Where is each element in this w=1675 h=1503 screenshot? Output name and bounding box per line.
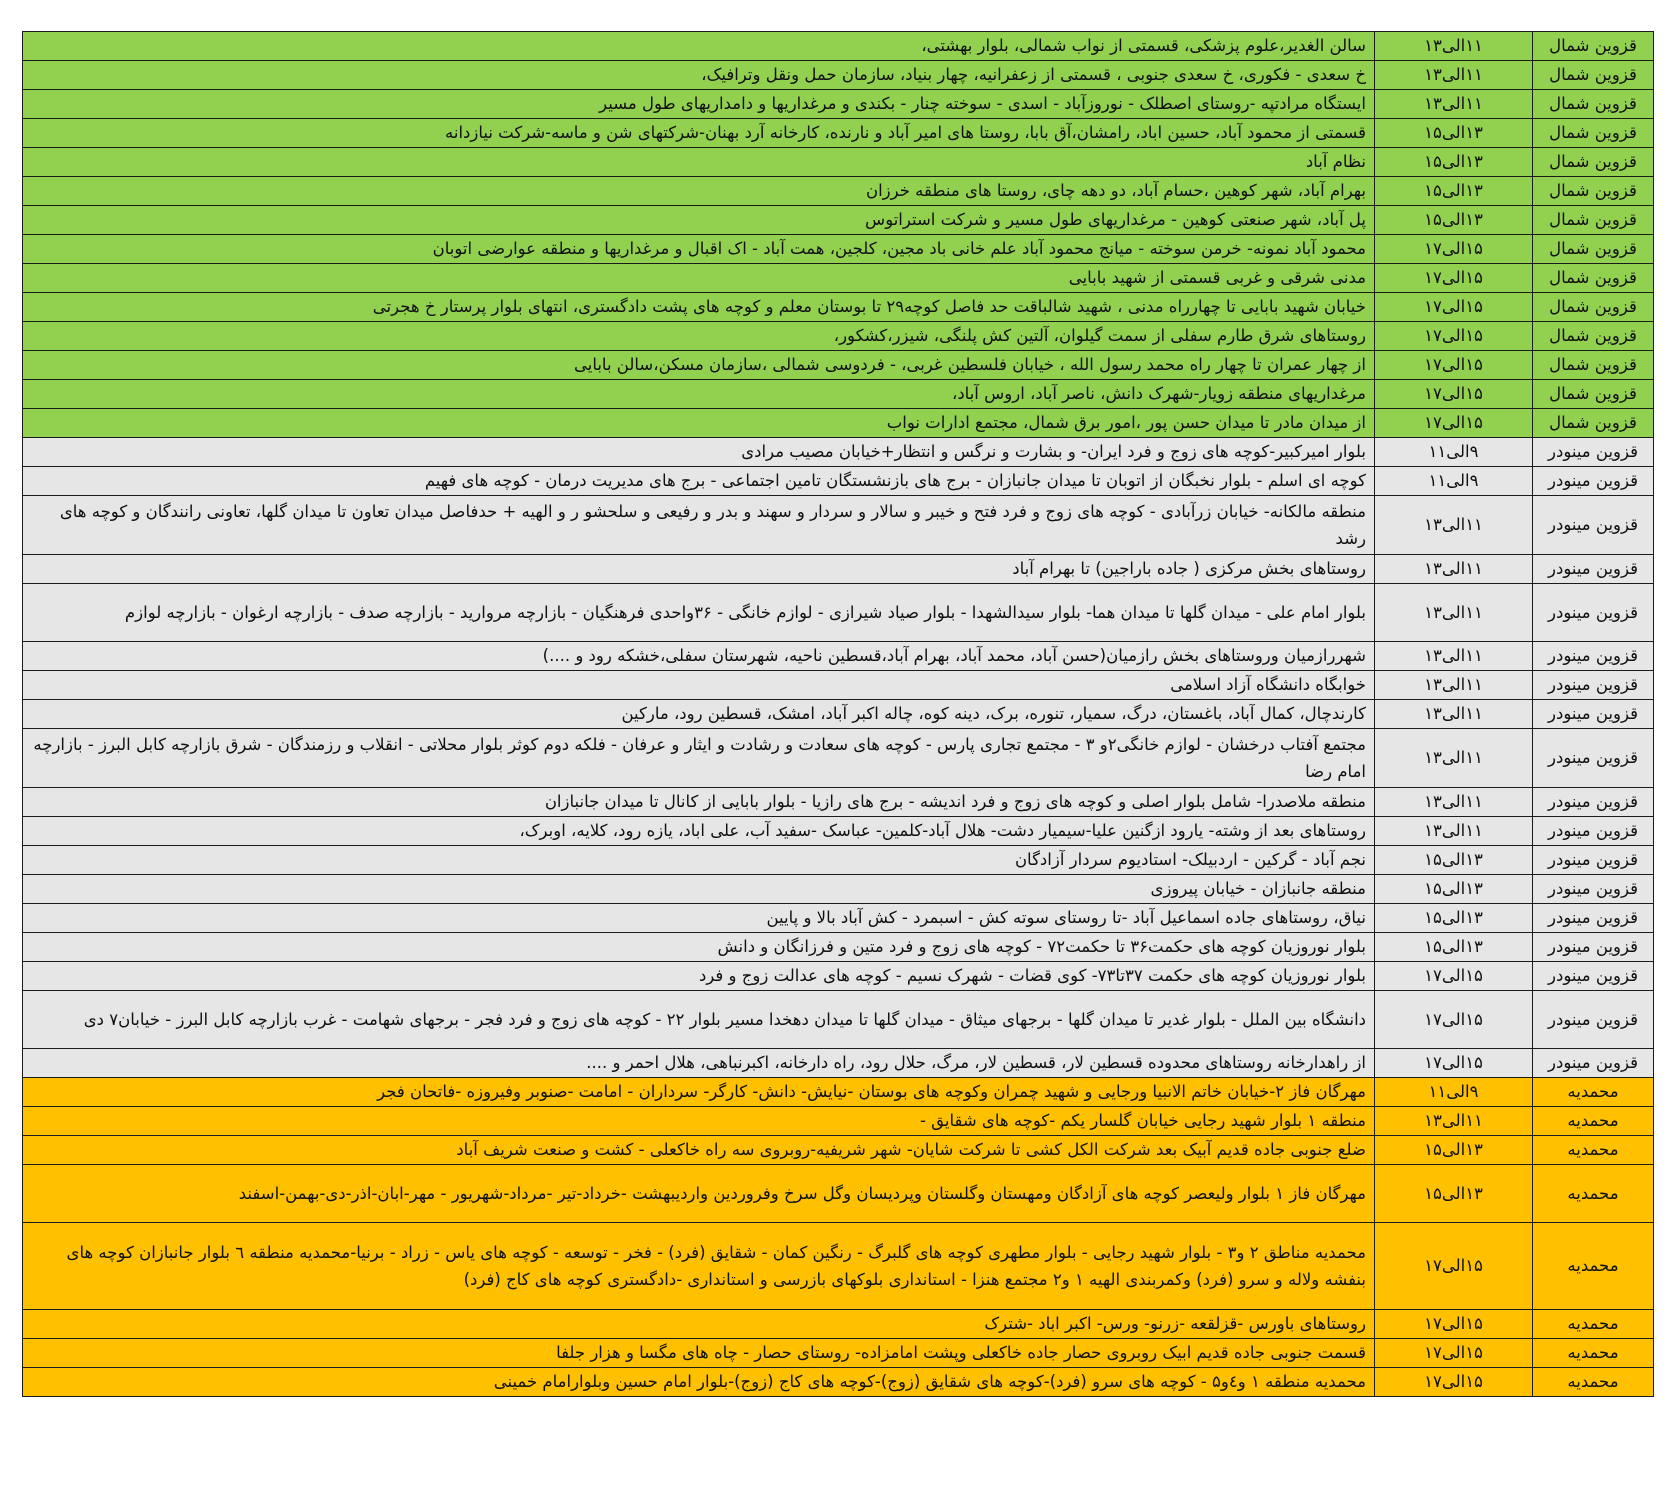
area-cell: محمدیه [1533, 1165, 1654, 1223]
area-cell: قزوین مینودر [1533, 875, 1654, 904]
locations-cell: نظام آباد [23, 148, 1375, 177]
time-cell: ۹الی۱۱ [1375, 1078, 1533, 1107]
schedule-row [23, 61, 1654, 90]
schedule-row [23, 438, 1654, 467]
time-cell: ۱۳الی۱۵ [1375, 904, 1533, 933]
schedule-row [23, 1107, 1654, 1136]
area-cell: قزوین مینودر [1533, 555, 1654, 584]
locations-cell: روستاهای بعد از وشته- یارود ازگنین علیا-سیمیار دشت- هلال آباد-کلمین- عباسک -سفید آب، علی اباد، یازه رود، کلایه، اوبرک، [23, 817, 1375, 846]
time-cell: ۱۱الی۱۳ [1375, 817, 1533, 846]
locations-cell: منطقه مالکانه- خیابان زرآبادی - کوچه های زوج و فرد فتح و خیبر و سالار و سردار و سهند و بدر و رفیعی و سلحشو ر و الهیه + حدفاصل میدان تعاون تا میدان گلها، تعاونی رانندگان و کوچه های رشد [23, 496, 1375, 555]
schedule-row [23, 206, 1654, 235]
schedule-row [23, 1310, 1654, 1339]
schedule-row [23, 322, 1654, 351]
time-cell: ۱۵الی۱۷ [1375, 322, 1533, 351]
schedule-row [23, 671, 1654, 700]
schedule-row [23, 962, 1654, 991]
area-cell: قزوین شمال [1533, 264, 1654, 293]
time-cell: ۱۱الی۱۳ [1375, 788, 1533, 817]
time-cell: ۱۳الی۱۵ [1375, 1136, 1533, 1165]
schedule-row [23, 991, 1654, 1049]
area-cell: قزوین شمال [1533, 351, 1654, 380]
time-cell: ۱۵الی۱۷ [1375, 1368, 1533, 1397]
schedule-row [23, 875, 1654, 904]
locations-cell: خیابان شهید بابایی تا چهارراه مدنی ، شهید شالباقت حد فاصل کوچه۲۹ تا بوستان معلم و کوچه های پشت دادگستری، انتهای بلوار پرستار خ هجرتی [23, 293, 1375, 322]
time-cell: ۹الی۱۱ [1375, 438, 1533, 467]
locations-cell: منطقه جانبازان - خیابان پیروزی [23, 875, 1375, 904]
time-cell: ۱۳الی۱۵ [1375, 846, 1533, 875]
time-cell: ۱۱الی۱۳ [1375, 32, 1533, 61]
area-cell: قزوین شمال [1533, 380, 1654, 409]
schedule-row [23, 700, 1654, 729]
schedule-row [23, 1368, 1654, 1397]
schedule-row [23, 293, 1654, 322]
locations-cell: منطقه ۱ بلوار شهید رجایی خیابان گلسار یکم -کوچه های شقایق - [23, 1107, 1375, 1136]
schedule-row [23, 496, 1654, 555]
time-cell: ۱۵الی۱۷ [1375, 991, 1533, 1049]
time-cell: ۱۵الی۱۷ [1375, 1049, 1533, 1078]
locations-cell: خوابگاه دانشگاه آزاد اسلامی [23, 671, 1375, 700]
locations-cell: کوچه ای اسلم - بلوار نخبگان از اتوبان تا میدان جانبازان - برج های بازنشستگان تامین اجتماعی - برج های مدیریت درمان - کوچه های فهیم [23, 467, 1375, 496]
locations-cell: بلوار نوروزیان کوچه های حکمت ۳۷تا۷۳- کوی قضات - شهرک نسیم - کوچه های عدالت زوج و فرد [23, 962, 1375, 991]
area-cell: قزوین مینودر [1533, 846, 1654, 875]
area-cell: قزوین شمال [1533, 235, 1654, 264]
area-cell: قزوین شمال [1533, 32, 1654, 61]
schedule-row [23, 119, 1654, 148]
time-cell: ۱۳الی۱۵ [1375, 177, 1533, 206]
locations-cell: بلوار امام علی - میدان گلها تا میدان هما- بلوار سیدالشهدا - بلوار صیاد شیرازی - لوازم خانگی - ۳۶واحدی فرهنگیان - بازارچه مروارید - بازارچه صدف - بازارچه ارغوان - بازارچه لوازم [23, 584, 1375, 642]
schedule-row [23, 32, 1654, 61]
schedule-row [23, 1078, 1654, 1107]
area-cell: قزوین مینودر [1533, 438, 1654, 467]
area-cell: قزوین شمال [1533, 409, 1654, 438]
locations-cell: دانشگاه بین الملل - بلوار غدیر تا میدان گلها - برجهای میثاق - میدان گلها تا میدان دهخدا مسیر بلوار ۲۲ - کوچه های زوج و فرد فجر - برجهای شهامت - غرب بازارچه کابل البرز - خیابان۷ دی [23, 991, 1375, 1049]
area-cell: قزوین مینودر [1533, 817, 1654, 846]
area-cell: قزوین شمال [1533, 206, 1654, 235]
schedule-body [23, 32, 1654, 1397]
time-cell: ۱۵الی۱۷ [1375, 409, 1533, 438]
schedule-row [23, 788, 1654, 817]
area-cell: قزوین مینودر [1533, 1049, 1654, 1078]
locations-cell: از میدان مادر تا میدان حسن پور ،امور برق شمال، مجتمع ادارات نواب [23, 409, 1375, 438]
area-cell: محمدیه [1533, 1223, 1654, 1310]
area-cell: محمدیه [1533, 1339, 1654, 1368]
area-cell: قزوین شمال [1533, 177, 1654, 206]
locations-cell: سالن الغدیر،علوم پزشکی، قسمتی از نواب شمالی، بلوار بهشتی، [23, 32, 1375, 61]
time-cell: ۱۱الی۱۳ [1375, 700, 1533, 729]
locations-cell: ضلع جنوبی جاده قدیم آبیک بعد شرکت الکل کشی تا شرکت شایان- شهر شریفیه-روبروی سه راه خاکعلی - کشت و صنعت شریف آباد [23, 1136, 1375, 1165]
area-cell: قزوین مینودر [1533, 584, 1654, 642]
time-cell: ۱۱الی۱۳ [1375, 729, 1533, 788]
schedule-row [23, 235, 1654, 264]
schedule-row [23, 380, 1654, 409]
time-cell: ۱۱الی۱۳ [1375, 90, 1533, 119]
area-cell: محمدیه [1533, 1310, 1654, 1339]
area-cell: قزوین مینودر [1533, 671, 1654, 700]
locations-cell: بلوار نوروزیان کوچه های حکمت۳۶ تا حکمت۷۲ - کوچه های زوج و فرد متین و فرزانگان و دانش [23, 933, 1375, 962]
area-cell: قزوین مینودر [1533, 467, 1654, 496]
time-cell: ۱۱الی۱۳ [1375, 496, 1533, 555]
outage-schedule-table [22, 31, 1654, 1397]
schedule-row [23, 1136, 1654, 1165]
locations-cell: شهررازمیان وروستاهای بخش رازمیان(حسن آباد، محمد آباد، بهرام آباد،قسطین ناحیه، شهرستان سفلی،خشکه رود و ....) [23, 642, 1375, 671]
schedule-row [23, 90, 1654, 119]
schedule-row [23, 1339, 1654, 1368]
locations-cell: مهرگان فاز ۲-خیابان خاتم الانبیا ورجایی و شهید چمران وکوچه های بوستان -نیایش- دانش- کارگر- سرداران - امامت -صنوبر وفیروزه -فاتحان فجر [23, 1078, 1375, 1107]
schedule-row [23, 846, 1654, 875]
schedule-row [23, 642, 1654, 671]
schedule-row [23, 1049, 1654, 1078]
time-cell: ۱۱الی۱۳ [1375, 61, 1533, 90]
area-cell: قزوین مینودر [1533, 700, 1654, 729]
area-cell: محمدیه [1533, 1107, 1654, 1136]
locations-cell: مدنی شرقی و غربی قسمتی از شهید بابایی [23, 264, 1375, 293]
area-cell: قزوین شمال [1533, 148, 1654, 177]
schedule-row [23, 904, 1654, 933]
schedule-row [23, 264, 1654, 293]
area-cell: قزوین مینودر [1533, 962, 1654, 991]
time-cell: ۱۵الی۱۷ [1375, 1339, 1533, 1368]
time-cell: ۱۱الی۱۳ [1375, 1107, 1533, 1136]
area-cell: قزوین مینودر [1533, 933, 1654, 962]
locations-cell: نجم آباد - گرکین - اردبیلک- استادیوم سردار آزادگان [23, 846, 1375, 875]
locations-cell: قسمت جنوبی جاده قدیم ابیک روبروی حصار جاده خاکعلی وپشت امامزاده- روستای حصار - چاه های مگسا و هزار جلفا [23, 1339, 1375, 1368]
area-cell: قزوین مینودر [1533, 729, 1654, 788]
time-cell: ۱۵الی۱۷ [1375, 1310, 1533, 1339]
time-cell: ۱۵الی۱۷ [1375, 293, 1533, 322]
time-cell: ۱۳الی۱۵ [1375, 875, 1533, 904]
area-cell: محمدیه [1533, 1078, 1654, 1107]
locations-cell: روستاهای باورس -قزلقعه -زرنو- ورس- اکبر اباد -شترک [23, 1310, 1375, 1339]
locations-cell: نیاق، روستاهای جاده اسماعیل آباد -تا روستای سوته کش - اسبمرد - کش آباد بالا و پایین [23, 904, 1375, 933]
schedule-row [23, 467, 1654, 496]
locations-cell: خ سعدی - فکوری، خ سعدی جنوبی ، قسمتی از زعفرانیه، چهار بنیاد، سازمان حمل ونقل وترافیک، [23, 61, 1375, 90]
locations-cell: روستاهای بخش مرکزی ( جاده باراجین) تا بهرام آباد [23, 555, 1375, 584]
locations-cell: مجتمع آفتاب درخشان - لوازم خانگی۲و ۳ - مجتمع تجاری پارس - کوچه های سعادت و رشادت و ایثار و عرفان - فلکه دوم کوثر بلوار محلاتی - انقلاب و رزمندگان - شرق بازارچه کابل البرز - بازارچه امام رضا [23, 729, 1375, 788]
schedule-row [23, 148, 1654, 177]
time-cell: ۱۵الی۱۷ [1375, 351, 1533, 380]
time-cell: ۱۳الی۱۵ [1375, 206, 1533, 235]
time-cell: ۹الی۱۱ [1375, 467, 1533, 496]
time-cell: ۱۵الی۱۷ [1375, 264, 1533, 293]
locations-cell: محمدیه منطقه ۱ و٤و۵ - کوچه های سرو (فرد)-کوچه های شقایق (زوج)-کوچه های کاج (زوج)-بلوار امام حسین وبلوارامام خمینی [23, 1368, 1375, 1397]
time-cell: ۱۳الی۱۵ [1375, 933, 1533, 962]
schedule-row [23, 729, 1654, 788]
area-cell: قزوین شمال [1533, 90, 1654, 119]
locations-cell: ایستگاه مرادتپه -روستای اصطلک - نوروزآباد - اسدی - سوخته چنار - بکندی و مرغداریها و دامداریهای طول مسیر [23, 90, 1375, 119]
schedule-row [23, 1165, 1654, 1223]
area-cell: قزوین مینودر [1533, 991, 1654, 1049]
schedule-row [23, 1223, 1654, 1310]
area-cell: قزوین شمال [1533, 61, 1654, 90]
time-cell: ۱۳الی۱۵ [1375, 1165, 1533, 1223]
time-cell: ۱۱الی۱۳ [1375, 642, 1533, 671]
locations-cell: محمود آباد نمونه- خرمن سوخته - میانج محمود آباد علم خانی باد مجین، کلجین، همت آباد - اک اقبال و مرغداریها و منطقه عوارضی اتوبان [23, 235, 1375, 264]
locations-cell: از راهدارخانه روستاهای محدوده قسطین لار، قسطین لار، مرگ، حلال رود، راه دارخانه، اکبرنباهی، هلال احمر و .... [23, 1049, 1375, 1078]
locations-cell: از چهار عمران تا چهار راه محمد رسول الله ، خیابان فلسطین غربی، - فردوسی شمالی ،سازمان مسکن،سالن بابایی [23, 351, 1375, 380]
schedule-row [23, 177, 1654, 206]
time-cell: ۱۵الی۱۷ [1375, 380, 1533, 409]
time-cell: ۱۱الی۱۳ [1375, 584, 1533, 642]
time-cell: ۱۳الی۱۵ [1375, 119, 1533, 148]
locations-cell: پل آباد، شهر صنعتی کوهین - مرغداریهای طول مسیر و شرکت استراتوس [23, 206, 1375, 235]
locations-cell: محمدیه مناطق ۲ و۳ - بلوار شهید رجایی - بلوار مطهری کوچه های گلبرگ - رنگین کمان - شقایق (فرد) - فخر - توسعه - کوچه های یاس - زراد - برنیا-محمدیه منطقه ٦ بلوار جانبازان کوچه های بنفشه ولاله و سرو (فرد) وکمربندی الهیه ۱ و۲ مجتمع هنزا - استانداری بلوکهای بازرسی و استانداری -دادگستری کوچه های کاج (فرد) [23, 1223, 1375, 1310]
locations-cell: مرغداریهای منطقه زویار-شهرک دانش، ناصر آباد، اروس آباد، [23, 380, 1375, 409]
time-cell: ۱۵الی۱۷ [1375, 235, 1533, 264]
area-cell: قزوین مینودر [1533, 904, 1654, 933]
area-cell: قزوین مینودر [1533, 642, 1654, 671]
area-cell: قزوین شمال [1533, 119, 1654, 148]
locations-cell: قسمتی از محمود آباد، حسین اباد، رامشان،آق بابا، روستا های امیر آباد و نارنده، کارخانه آرد بهنان-شرکتهای شن و ماسه-شرکت نیازدانه [23, 119, 1375, 148]
schedule-row [23, 409, 1654, 438]
schedule-row [23, 584, 1654, 642]
schedule-row [23, 817, 1654, 846]
locations-cell: روستاهای شرق طارم سفلی از سمت گیلوان، آلتین کش پلنگی، شیزر،کشکور، [23, 322, 1375, 351]
time-cell: ۱۳الی۱۵ [1375, 148, 1533, 177]
schedule-row [23, 555, 1654, 584]
locations-cell: منطقه ملاصدرا- شامل بلوار اصلی و کوچه های زوج و فرد اندیشه - برج های رازیا - بلوار بابایی از کانال تا میدان جانبازان [23, 788, 1375, 817]
schedule-row [23, 933, 1654, 962]
time-cell: ۱۵الی۱۷ [1375, 1223, 1533, 1310]
area-cell: محمدیه [1533, 1368, 1654, 1397]
locations-cell: بهرام آباد، شهر کوهین ،حسام آباد، دو دهه چای، روستا های منطقه خرزان [23, 177, 1375, 206]
time-cell: ۱۱الی۱۳ [1375, 555, 1533, 584]
area-cell: قزوین شمال [1533, 322, 1654, 351]
time-cell: ۱۵الی۱۷ [1375, 962, 1533, 991]
area-cell: محمدیه [1533, 1136, 1654, 1165]
locations-cell: مهرگان فاز ۱ بلوار ولیعصر کوچه های آزادگان ومهستان وگلستان وپردیسان وگل سرخ وفروردین واردیبهشت -خرداد-تیر -مرداد-شهریور - مهر-ابان-اذر-دی-بهمن-اسفند [23, 1165, 1375, 1223]
locations-cell: کارندچال، کمال آباد، باغستان، درگ، سمیار، تنوره، برک، دینه کوه، چاله اکبر آباد، امشک، قسطین رود، مارکین [23, 700, 1375, 729]
area-cell: قزوین مینودر [1533, 496, 1654, 555]
area-cell: قزوین مینودر [1533, 788, 1654, 817]
locations-cell: بلوار امیرکبیر-کوچه های زوج و فرد ایران- و بشارت و نرگس و انتظار+خیابان مصیب مرادی [23, 438, 1375, 467]
area-cell: قزوین شمال [1533, 293, 1654, 322]
schedule-row [23, 351, 1654, 380]
time-cell: ۱۱الی۱۳ [1375, 671, 1533, 700]
